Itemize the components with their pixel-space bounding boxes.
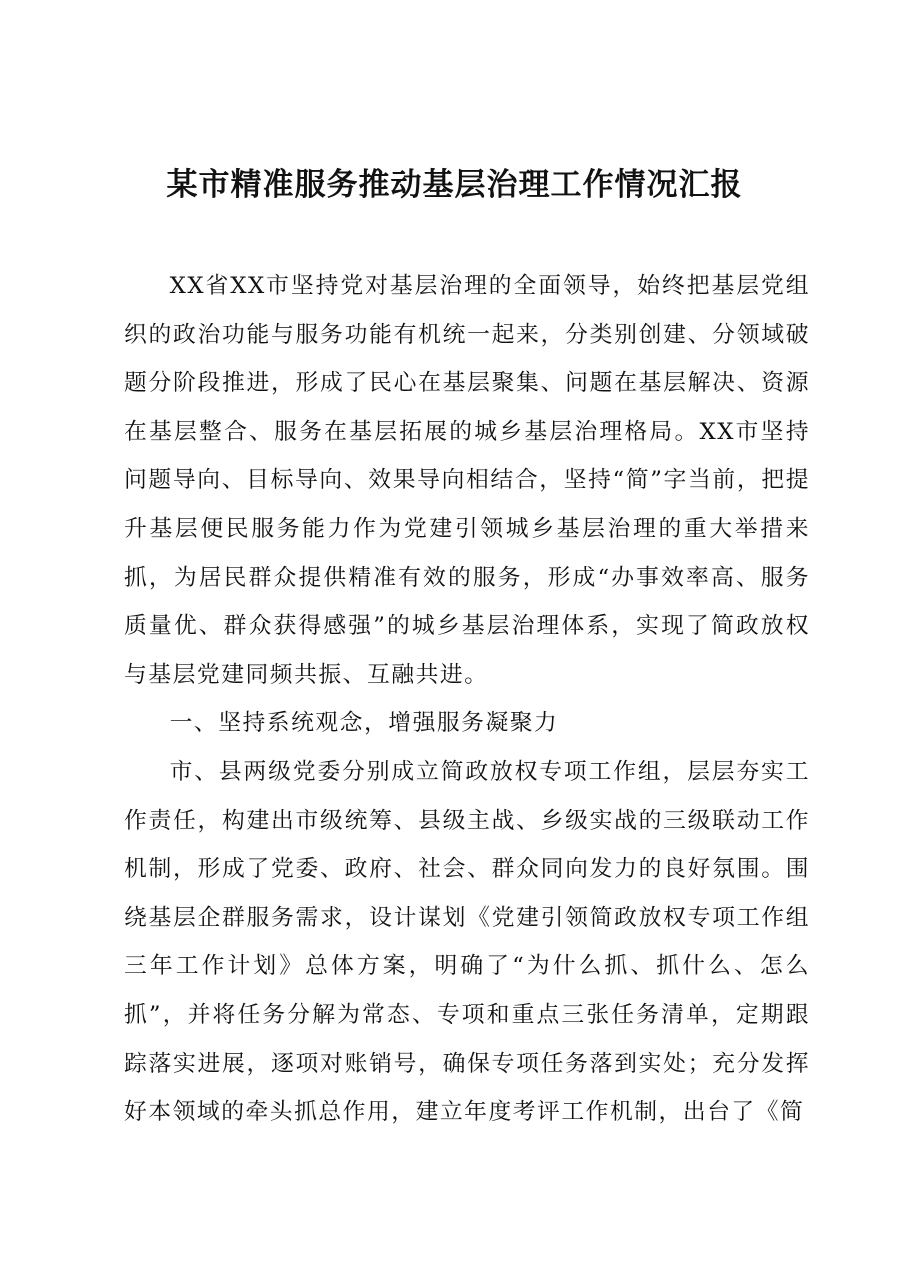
paragraph-section-one: 市、县两级党委分别成立简政放权专项工作组，层层夯实工作责任，构建出市级统筹、县级主战、乡级实战的三级联动工作机制，形成了党委、政府、社会、群众同向发力的良好氛围。围绕基层企群服务需求，设计谋划《党建引领简政放权专项工作组三年工作计划》总体方案，明确了“为什么抓、抓什么、怎么抓”，并将任务分解为常态、专项和重点三张任务清单，定期跟踪落实进展，逐项对账销号，确保专项任务落到实处；充分发挥好本领域的牵头抓总作用，建立年度考评工作机制，出台了《简 (124, 758, 810, 1126)
paragraph-intro: XX省XX市坚持党对基层治理的全面领导，始终把基层党组织的政治功能与服务功能有机统一起来，分类别创建、分领域破题分阶段推进，形成了民心在基层聚集、问题在基层解决、资源在基层整合、服务在基层拓展的城乡基层治理格局。XX市坚持问题导向、目标导向、效果导向相结合，坚持“简”字当前，把提升基层便民服务能力作为党建引领城乡基层治理的重大举措来抓，为居民群众提供精准有效的服务，形成“办事效率高、服务质量优、群众获得感强”的城乡基层治理体系，实现了简政放权与基层党建同频共振、互融共进。 (124, 273, 810, 688)
document-title: 某市精准服务推动基层治理工作情况汇报 (166, 167, 743, 203)
document-body (124, 262, 810, 1137)
section-heading: 一、坚持系统观念，增强服务凝聚力 (169, 710, 559, 737)
